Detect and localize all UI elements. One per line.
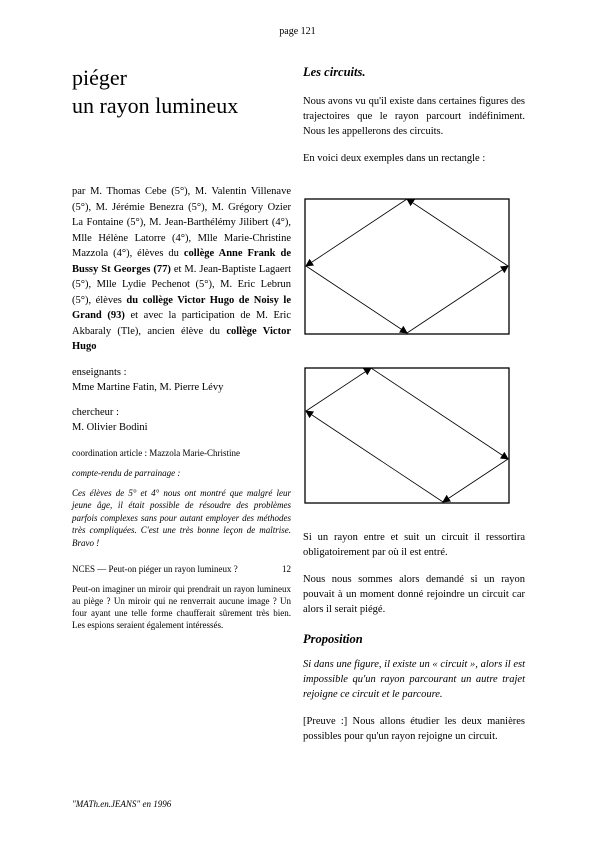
- circuits-heading: Les circuits.: [303, 65, 366, 79]
- left-column: [72, 64, 291, 631]
- teachers-block: [72, 365, 291, 395]
- ray-segment: [407, 199, 508, 266]
- rectangle-mirror: [305, 368, 509, 503]
- circuits-intro: Nous avons vu qu'il existe dans certaines figures des trajectoires que le rayon parcourt indéfiniment. Nous les appellerons des circuits.: [303, 96, 525, 137]
- researcher-label: chercheur :: [72, 406, 119, 418]
- rectangle-mirror: [305, 199, 509, 334]
- school-3: collège Victor Hugo: [72, 325, 291, 352]
- ray-segment: [306, 199, 407, 266]
- ray-segment: [443, 459, 508, 502]
- page-number: page 121: [279, 26, 316, 37]
- sponsor-label: compte-rendu de parrainage :: [72, 467, 181, 478]
- authors-text-3: et avec la participation de M. Eric Akbaraly (Tle), ancien élève du: [72, 310, 292, 337]
- circuits-examples-intro: En voici deux exemples dans un rectangle :: [303, 153, 486, 164]
- proposition-heading: Proposition: [303, 632, 363, 646]
- ray-segment: [306, 368, 371, 411]
- authors-text-2: et M. Jean-Baptiste Lagaert (5°), Mlle Lydie Pechenot (5°), M. Eric Lebrun (5°), élèves: [72, 263, 291, 306]
- proposition-text: Si dans une figure, il existe un « circuit », alors il est impossible qu'un rayon parcourant un autre trajet rejoigne ce circuit et le parcoure.: [303, 659, 525, 700]
- proof-intro: [Preuve :] Nous allons étudier les deux manières possibles pour qu'un rayon rejoigne un circuit.: [303, 716, 525, 742]
- ray-segment: [306, 411, 443, 502]
- footer-source: "MATh.en.JEANS" en 1996: [72, 799, 172, 809]
- school-1: collège Anne Frank de Bussy St Georges (77): [72, 248, 291, 275]
- nces-description: Peut-on imaginer un miroir qui prendrait un rayon lumineux au piège ? Un miroir qui ne renverrait aucune image ? Un four ayant une telle forme chaufferait sûrement très bien. Les espions seraient également intéressés.: [72, 584, 291, 630]
- ray-segment: [371, 368, 508, 459]
- nces-title: NCES — Peut-on piéger un rayon lumineux ?: [72, 564, 238, 574]
- title-line-1: piéger: [72, 65, 127, 90]
- school-2: du collège Victor Hugo de Noisy le Grand (93): [72, 294, 291, 321]
- right-column: [303, 64, 525, 166]
- authors-paragraph: [72, 184, 291, 355]
- exit-paragraph: Si un rayon entre et suit un circuit il ressortira obligatoirement par où il est entré.: [303, 532, 525, 558]
- figure-circuit-rhombus: [304, 198, 510, 335]
- figure-circuit-parallelogram: [304, 367, 510, 504]
- coordination-line: coordination article : Mazzola Marie-Christine: [72, 447, 240, 458]
- title-line-2: un rayon lumineux: [72, 93, 239, 118]
- ray-segment: [306, 266, 407, 333]
- article-title: [72, 64, 291, 120]
- question-paragraph: Nous nous sommes alors demandé si un rayon pouvait à un moment donné rejoindre un circuit car alors il serait piégé.: [303, 574, 525, 615]
- authors-text-1: par M. Thomas Cebe (5°), M. Valentin Villenave (5°), M. Jérémie Benezra (5°), M. Grégory Ozier La Fontaine (5°), M. Jean-Barthélémy Jilibert (4°), Mlle Hélène Latorre (4°), Mlle Marie-Christine Mazzola (4°), élèves du: [72, 186, 291, 259]
- teachers-label: enseignants :: [72, 366, 127, 378]
- researcher-block: [72, 405, 291, 435]
- right-column-lower: [303, 530, 525, 744]
- nces-reference: [72, 563, 291, 575]
- ray-segment: [407, 266, 508, 333]
- researcher-name: M. Olivier Bodini: [72, 421, 148, 433]
- nces-page: 12: [282, 564, 291, 574]
- sponsor-comment: Ces élèves de 5° et 4° nous ont montré que malgré leur jeune âge, il était possible de résoudre des problèmes parfois complexes sans pour autant employer des méthodes très compliquées. C'est une très bonne leçon de maîtrise. Bravo !: [72, 487, 291, 548]
- teachers-names: Mme Martine Fatin, M. Pierre Lévy: [72, 381, 224, 393]
